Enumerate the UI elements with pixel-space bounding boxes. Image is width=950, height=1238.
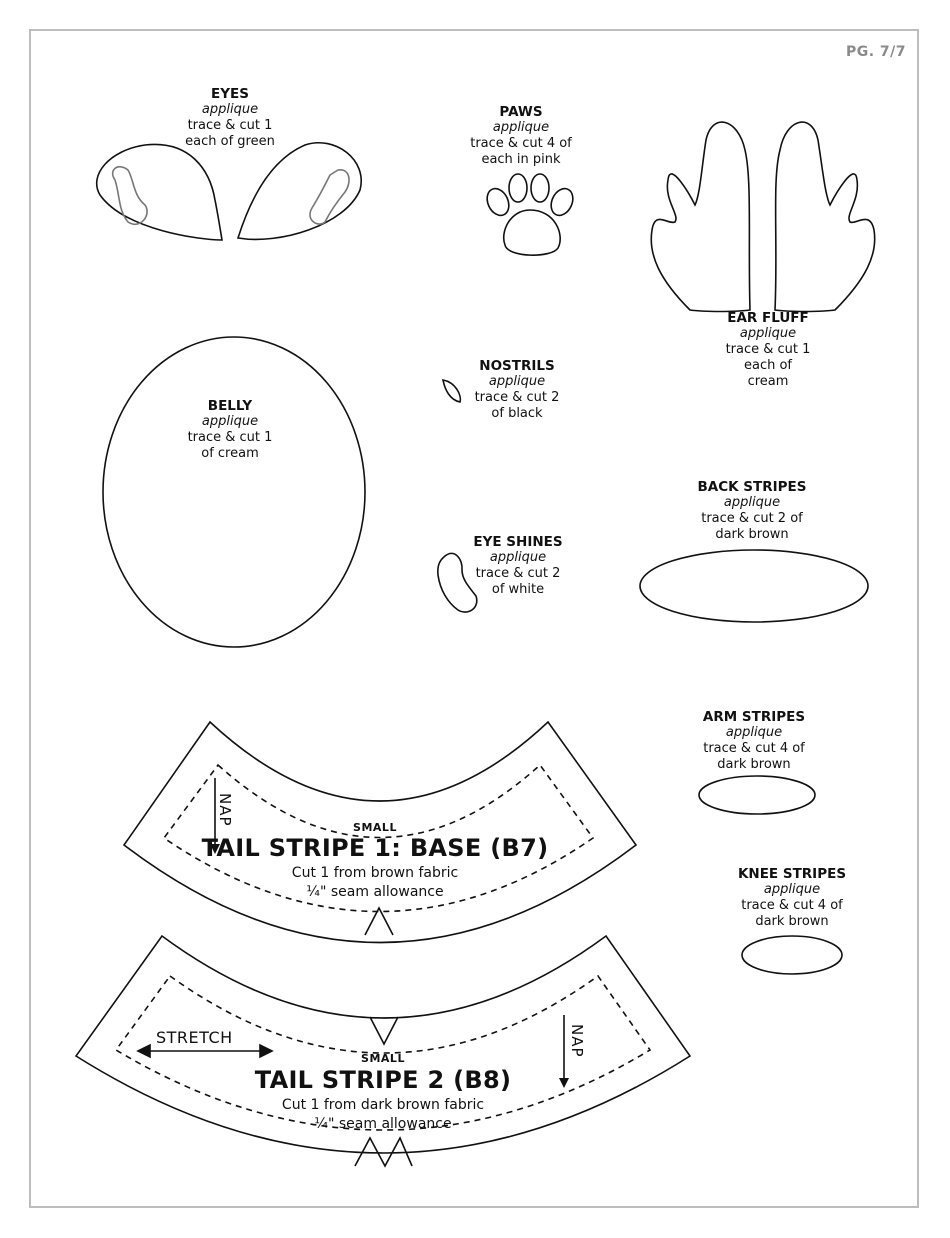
eye-shines-line1: trace & cut 2	[475, 566, 561, 581]
eyes-label	[185, 86, 275, 150]
knee-stripes-title: KNEE STRIPES	[737, 866, 847, 882]
arm-stripe-shape	[699, 776, 815, 814]
eye-shines-line2: of white	[491, 582, 545, 597]
paws-label	[470, 104, 572, 168]
tail-stripe-2-seam: ¼" seam allowance	[314, 1116, 452, 1132]
knee-stripes-line2: dark brown	[755, 914, 829, 929]
tail-stripe-2-title: TAIL STRIPE 2 (B8)	[254, 1066, 512, 1094]
paw-pad	[504, 210, 560, 255]
ear-fluff-type: applique	[739, 326, 797, 341]
ear-fluff-right	[775, 122, 875, 311]
ear-fluff-left	[651, 122, 750, 311]
tail-stripe-1-nap-label: NAP	[216, 793, 234, 827]
paws-type: applique	[492, 120, 550, 135]
back-stripes-type: applique	[723, 495, 781, 510]
stretch-arrow-right-head	[260, 1045, 272, 1057]
belly-title: BELLY	[207, 398, 253, 414]
eye-left-shape	[97, 144, 222, 240]
eyes-line1: trace & cut 1	[187, 118, 273, 133]
tail-stripe-2-notch-top	[370, 1017, 398, 1044]
tail-stripe-2-cut: Cut 1 from dark brown fabric	[281, 1097, 485, 1113]
nostrils-label	[475, 358, 560, 422]
nostril-shape	[443, 380, 460, 402]
paws-line1: trace & cut 4 of	[470, 136, 572, 151]
belly-line1: trace & cut 1	[187, 430, 273, 445]
ear-fluff-line2: each of	[743, 358, 792, 373]
eye-right-shape	[238, 143, 361, 240]
back-stripes-line2: dark brown	[715, 527, 789, 542]
nostrils-line2: of black	[491, 406, 543, 421]
knee-stripes-type: applique	[763, 882, 821, 897]
ear-fluff-line3: cream	[747, 374, 789, 389]
back-stripes-title: BACK STRIPES	[697, 479, 807, 495]
eyes-line2: each of green	[185, 134, 275, 149]
paw-toe-3	[531, 174, 549, 202]
tail-stripe-2-nap-label: NAP	[568, 1024, 586, 1058]
belly-type: applique	[201, 414, 259, 429]
ear-fluff-line1: trace & cut 1	[725, 342, 811, 357]
paws-line2: each in pink	[481, 152, 561, 167]
knee-stripe-shape	[742, 936, 842, 974]
ear-fluff-title: EAR FLUFF	[727, 310, 809, 326]
paw-toe-4	[547, 185, 577, 219]
arm-stripes-title: ARM STRIPES	[702, 709, 806, 725]
nostrils-line1: trace & cut 2	[474, 390, 560, 405]
page-number: PG. 7/7	[845, 44, 906, 60]
stretch-label: STRETCH	[156, 1028, 233, 1047]
knee-stripes-label	[738, 866, 846, 930]
tail-stripe-1-seam: ¼" seam allowance	[306, 884, 444, 900]
arm-stripes-type: applique	[725, 725, 783, 740]
belly-line2: of cream	[201, 446, 259, 461]
stretch-arrow-left-head	[138, 1045, 150, 1057]
back-stripes-label	[698, 479, 807, 543]
belly-label	[188, 398, 273, 462]
eye-right-shine	[310, 170, 349, 224]
back-stripes-line1: trace & cut 2 of	[701, 511, 803, 526]
arm-stripes-label	[703, 709, 805, 773]
eye-left-shine	[113, 167, 147, 225]
eye-shines-type: applique	[489, 550, 547, 565]
tail-stripe-1-size: SMALL	[353, 821, 397, 834]
eyes-title: EYES	[211, 86, 249, 102]
knee-stripes-line1: trace & cut 4 of	[741, 898, 843, 913]
back-stripe-shape	[640, 550, 868, 622]
arm-stripes-line2: dark brown	[717, 757, 791, 772]
ear-fluff-label	[726, 310, 811, 390]
nostrils-type: applique	[488, 374, 546, 389]
nostrils-title: NOSTRILS	[479, 358, 555, 374]
tail-stripe-2-size: SMALL	[361, 1052, 405, 1065]
eye-shines-title: EYE SHINES	[473, 534, 563, 550]
eyes-type: applique	[201, 102, 259, 117]
belly-shape	[103, 337, 365, 647]
arm-stripes-line1: trace & cut 4 of	[703, 741, 805, 756]
eye-shines-label	[473, 534, 562, 598]
tail-stripe-1-title: TAIL STRIPE 1: BASE (B7)	[201, 834, 549, 862]
eye-shine-shape	[438, 553, 477, 612]
tail-stripe-1-cut: Cut 1 from brown fabric	[291, 865, 459, 881]
paws-title: PAWS	[499, 104, 543, 120]
paw-toe-2	[509, 174, 527, 202]
